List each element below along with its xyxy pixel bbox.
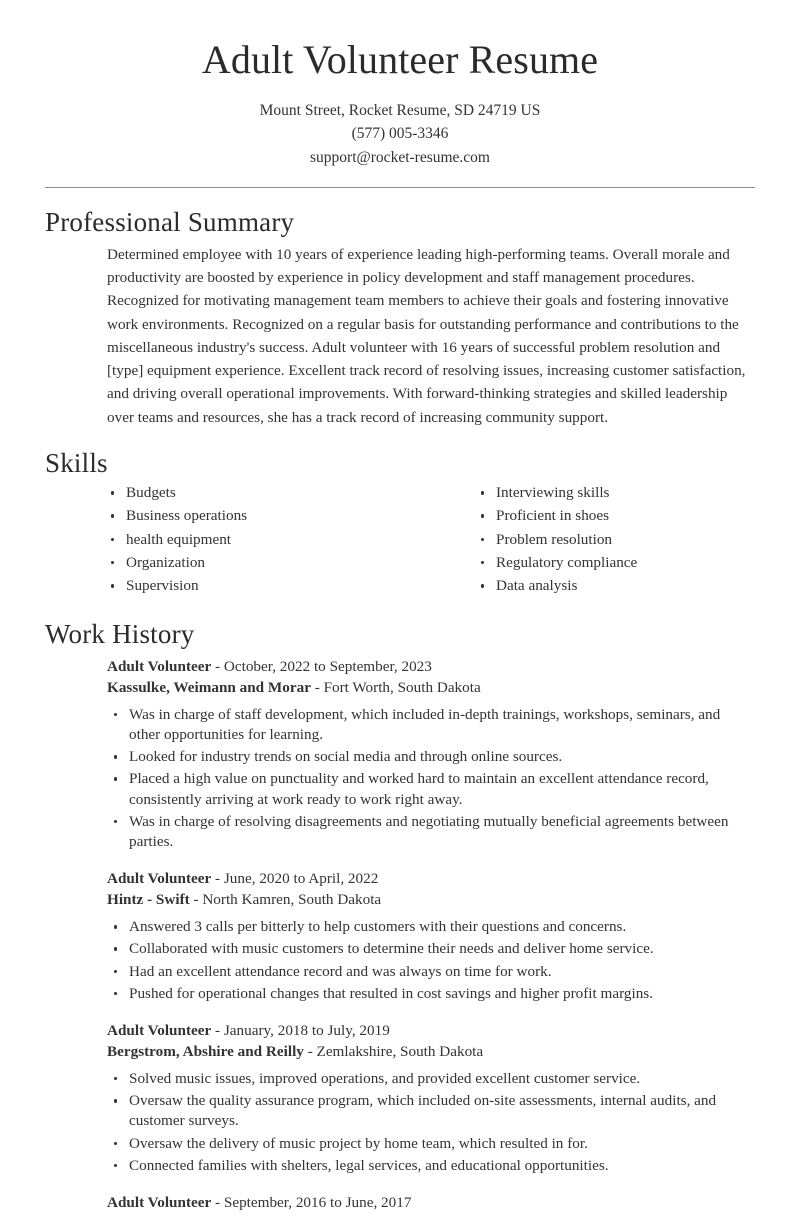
skill-item: Budgets xyxy=(107,484,431,502)
contact-phone: (577) 005-3346 xyxy=(351,125,449,143)
job-bullet-list xyxy=(107,917,755,1004)
job-dates: - October, 2022 to September, 2023 xyxy=(211,657,432,675)
job-company: Hintz - Swift xyxy=(107,891,190,909)
skill-item: Organization xyxy=(107,554,431,572)
skills-column-right xyxy=(431,484,755,600)
skills-list-left xyxy=(107,484,431,595)
section-title-skills: Skills xyxy=(45,447,108,478)
job-company: Kassulke, Weimann and Morar xyxy=(107,678,311,696)
job-title-line xyxy=(107,1021,755,1042)
skill-item: Interviewing skills xyxy=(477,484,755,502)
job-title: Adult Volunteer xyxy=(107,870,212,888)
skills-column-left xyxy=(107,484,431,600)
job-company: Bergstrom, Abshire and Reilly xyxy=(107,1043,304,1061)
job-bullet: Had an excellent attendance record and was always on time for work. xyxy=(107,962,755,982)
section-work-history xyxy=(45,618,755,1214)
section-professional-summary xyxy=(45,206,755,428)
section-title-professional-summary: Professional Summary xyxy=(45,207,295,238)
header-divider xyxy=(45,187,755,188)
job-entry xyxy=(107,1021,755,1176)
skill-item: Business operations xyxy=(107,507,431,525)
page-title: Adult Volunteer Resume xyxy=(201,37,599,82)
job-bullet: Answered 3 calls per bitterly to help customers with their questions and concerns. xyxy=(107,917,755,937)
job-dates: - January, 2018 to July, 2019 xyxy=(211,1022,390,1040)
job-location: - Fort Worth, South Dakota xyxy=(310,678,481,696)
job-location: - North Kamren, South Dakota xyxy=(189,891,382,909)
job-bullet-list xyxy=(107,1069,755,1176)
section-title-work-history: Work History xyxy=(45,619,195,650)
job-dates: - June, 2020 to April, 2022 xyxy=(211,870,379,888)
job-bullet: Collaborated with music customers to determine their needs and deliver home service. xyxy=(107,939,755,959)
job-title-line xyxy=(107,657,755,678)
job-bullet: Oversaw the quality assurance program, which included on-site assessments, internal audits, and customer surveys. xyxy=(107,1091,755,1131)
job-title: Adult Volunteer xyxy=(107,657,212,675)
job-title-line xyxy=(107,1193,755,1214)
work-history-list xyxy=(45,657,755,1214)
job-location: - Zemlakshire, South Dakota xyxy=(303,1043,484,1061)
contact-block xyxy=(45,99,755,170)
job-bullet: Was in charge of staff development, which included in-depth trainings, workshops, seminars, and other opportunities for learning. xyxy=(107,705,755,745)
professional-summary-text: Determined employee with 10 years of experience leading high-performing teams. Overall morale and productivity are boosted by experience in policy development and staff management procedures. Recognized for motivating management team members to achieve their goals and fostering innovative work environments. Recognized on a regular basis for outstanding performance and contributions to the miscellaneous industry's success. Adult volunteer with 16 years of successful problem resolution and [type] equipment experience. Excellent track record of resolving issues, increasing customer satisfaction, and driving overall operational improvements. With forward-thinking strategies and skilled leadership over teams and resources, she has a track record of increasing community support. xyxy=(107,245,746,426)
skills-list-right xyxy=(477,484,755,595)
job-bullet: Was in charge of resolving disagreements and negotiating mutually beneficial agreements between parties. xyxy=(107,812,755,852)
job-title: Adult Volunteer xyxy=(107,1022,212,1040)
job-dates: - September, 2016 to June, 2017 xyxy=(211,1194,412,1212)
section-skills xyxy=(45,447,755,601)
job-entry xyxy=(107,657,755,852)
job-company-line xyxy=(107,1042,755,1063)
skill-item: health equipment xyxy=(107,531,431,549)
job-bullet-list xyxy=(107,705,755,853)
job-entry xyxy=(107,1193,755,1214)
professional-summary-body xyxy=(45,243,755,429)
job-company-line xyxy=(107,890,755,911)
contact-address: Mount Street, Rocket Resume, SD 24719 US xyxy=(259,101,541,119)
skill-item: Proficient in shoes xyxy=(477,507,755,525)
job-entry xyxy=(107,869,755,1004)
skills-columns xyxy=(45,484,755,600)
job-bullet: Pushed for operational changes that resulted in cost savings and higher profit margins. xyxy=(107,984,755,1004)
skill-item: Problem resolution xyxy=(477,531,755,549)
job-bullet: Oversaw the delivery of music project by home team, which resulted in for. xyxy=(107,1134,755,1154)
job-title-line xyxy=(107,869,755,890)
job-company-line xyxy=(107,678,755,699)
job-title: Adult Volunteer xyxy=(107,1194,212,1212)
skill-item: Supervision xyxy=(107,577,431,595)
job-bullet: Looked for industry trends on social media and through online sources. xyxy=(107,747,755,767)
job-bullet: Placed a high value on punctuality and worked hard to maintain an excellent attendance record, consistently arriving at work ready to work right away. xyxy=(107,769,755,809)
job-bullet: Connected families with shelters, legal services, and educational opportunities. xyxy=(107,1156,755,1176)
skill-item: Regulatory compliance xyxy=(477,554,755,572)
job-bullet: Solved music issues, improved operations, and provided excellent customer service. xyxy=(107,1069,755,1089)
skill-item: Data analysis xyxy=(477,577,755,595)
contact-email: support@rocket-resume.com xyxy=(310,148,490,166)
